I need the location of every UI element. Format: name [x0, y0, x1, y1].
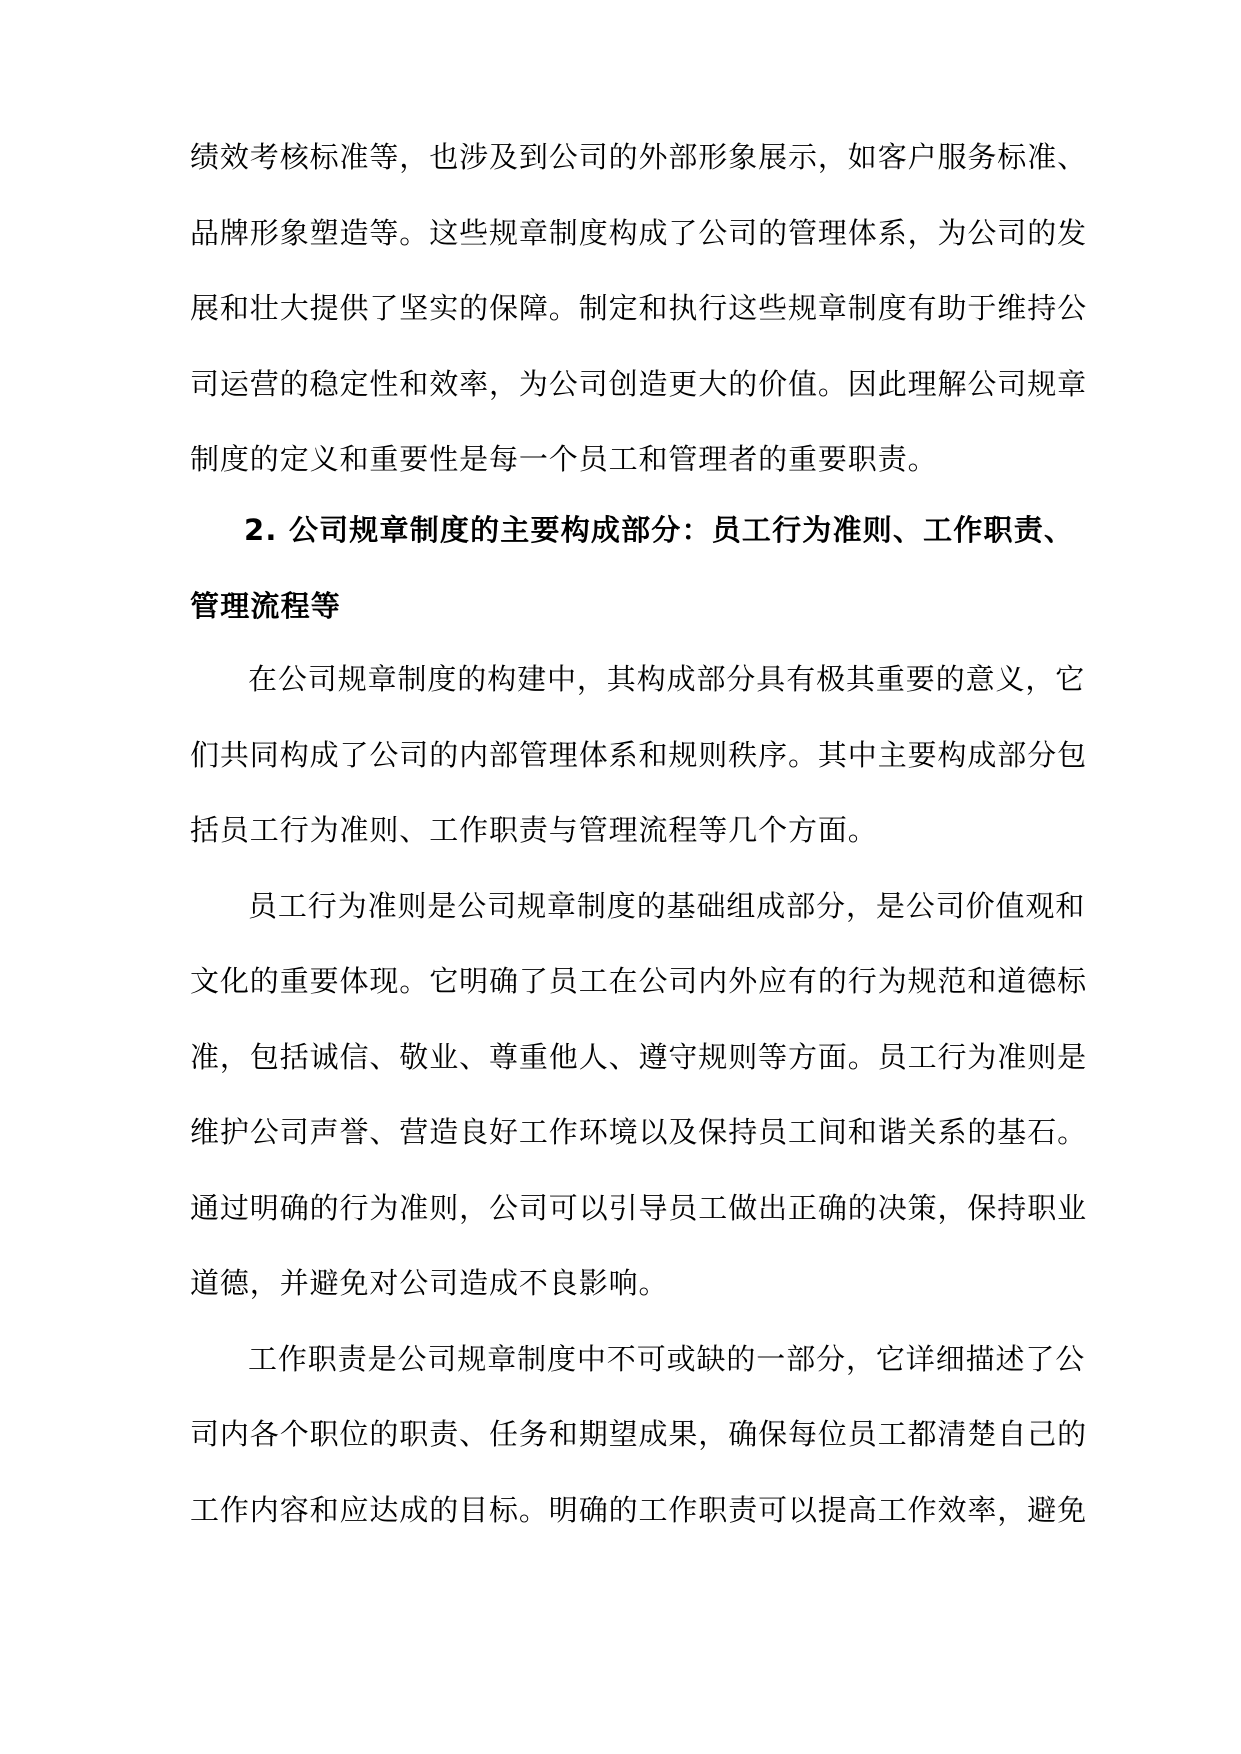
text-line: 道德，并避免对公司造成不良影响。	[190, 1266, 669, 1300]
intro-paragraph	[190, 120, 1088, 498]
paragraph-components	[190, 642, 1088, 1548]
text-line: 在公司规章制度的构建中，其构成部分具有极其重要的意义，它	[248, 662, 1086, 696]
text-line: 司内各个职位的职责、任务和期望成果，确保每位员工都清楚自己的	[190, 1417, 1088, 1451]
text-line: 展和壮大提供了坚实的保障。制定和执行这些规章制度有助于维持公	[190, 291, 1088, 325]
text-line: 文化的重要体现。它明确了员工在公司内外应有的行为规范和道德标	[190, 964, 1088, 998]
text-line: 品牌形象塑造等。这些规章制度构成了公司的管理体系，为公司的发	[190, 215, 1088, 250]
text-line: 工作职责是公司规章制度中不可或缺的一部分，它详细描述了公	[248, 1341, 1086, 1376]
text-line: 通过明确的行为准则，公司可以引导员工做出正确的决策，保持职业	[190, 1190, 1088, 1225]
text-line: 括员工行为准则、工作职责与管理流程等几个方面。	[190, 813, 878, 847]
text-line: 维护公司声誉、营造良好工作环境以及保持员工间和谐关系的基石。	[190, 1115, 1088, 1149]
text-line: 绩效考核标准等，也涉及到公司的外部形象展示，如客户服务标准、	[190, 140, 1088, 174]
section-heading	[190, 493, 1075, 644]
text-line: 制度的定义和重要性是每一个员工和管理者的重要职责。	[190, 442, 938, 476]
text-line: 员工行为准则是公司规章制度的基础组成部分，是公司价值观和	[248, 888, 1086, 923]
text-line: 司运营的稳定性和效率，为公司创造更大的价值。因此理解公司规章	[190, 366, 1088, 401]
heading-line: 2. 公司规章制度的主要构成部分：员工行为准则、工作职责、	[244, 513, 1075, 547]
text-line: 准，包括诚信、敬业、尊重他人、遵守规则等方面。员工行为准则是	[190, 1039, 1088, 1074]
text-line: 工作内容和应达成的目标。明确的工作职责可以提高工作效率，避免	[190, 1492, 1088, 1527]
text-line: 们共同构成了公司的内部管理体系和规则秩序。其中主要构成部分包	[190, 737, 1088, 772]
heading-line: 管理流程等	[190, 588, 342, 623]
